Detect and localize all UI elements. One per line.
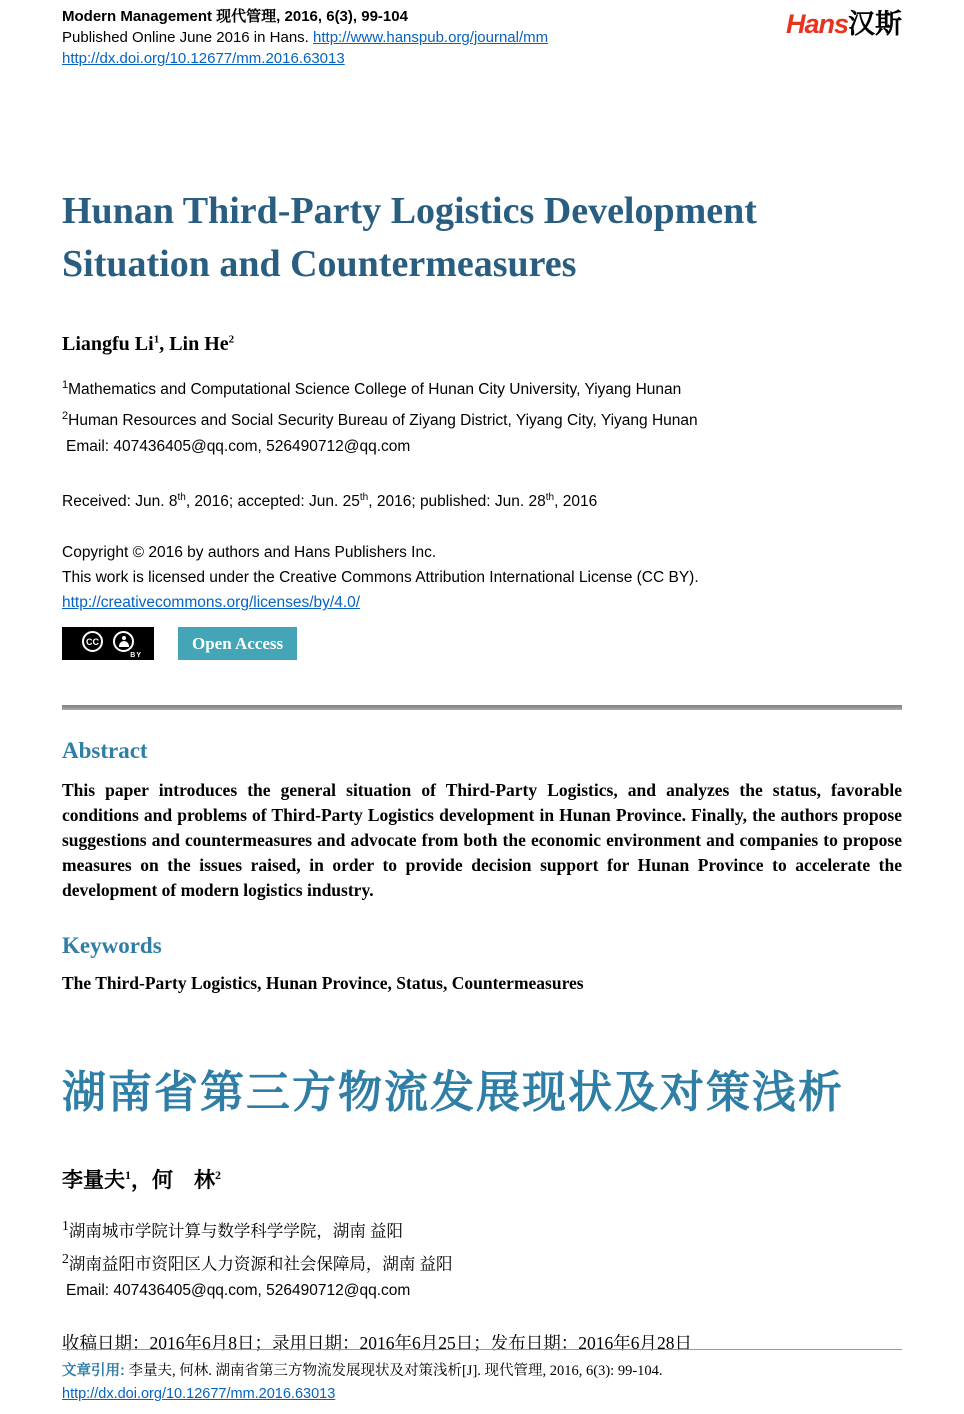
received-sup: th [545, 492, 555, 504]
citation-label: 文章引用: [62, 1363, 125, 1379]
copyright-line: Copyright © 2016 by authors and Hans Publishers Inc. [62, 544, 437, 562]
received-sup: th [359, 492, 369, 504]
cn-affiliation-1-text: 湖南城市学院计算与数学科学学院，湖南 益阳 [68, 1221, 403, 1241]
paper-title-line2: Situation and Countermeasures [62, 243, 577, 285]
section-divider [62, 705, 902, 710]
author-sup-1: 1 [153, 333, 160, 346]
dates-cn: 收稿日期：2016年6月8日；录用日期：2016年6月25日；发布日期：2016年6月28日 [62, 1333, 692, 1354]
abstract-heading: Abstract [62, 738, 148, 764]
published-line [62, 27, 902, 48]
footer-doi-link[interactable]: http://dx.doi.org/10.12677/mm.2016.63013 [62, 1386, 336, 1402]
journal-header [62, 0, 902, 69]
person-icon [113, 631, 134, 652]
affiliation-1-text: Mathematics and Computational Science College of Hunan City University, Yiyang Hunan [68, 381, 682, 399]
affiliation-1-sup: 1 [62, 379, 69, 391]
by-label: BY [130, 652, 142, 660]
hans-logo-cjk: 汉斯 [848, 9, 902, 39]
journal-link[interactable]: http://www.hanspub.org/journal/mm [313, 29, 549, 46]
paper-title-line1: Hunan Third-Party Logistics Development [62, 190, 757, 232]
affiliation-1 [62, 372, 902, 403]
license-link[interactable]: http://creativecommons.org/licenses/by/4.0/ [62, 594, 361, 612]
author-name-1: Liangfu Li [62, 333, 154, 355]
received-seg: , 2016; published: Jun. 28 [368, 493, 546, 511]
citation-line [62, 1360, 902, 1383]
license-line: This work is licensed under the Creative Commons Attribution International License (CC BY). [62, 569, 699, 587]
affiliation-2-text: Human Resources and Social Security Bureau of Ziyang District, Yiyang City, Yiyang Hunan [68, 412, 698, 430]
affiliation-2-sup: 2 [62, 410, 69, 423]
hans-logo [786, 2, 902, 41]
cn-affiliation-1 [62, 1212, 902, 1245]
received-seg: Received: Jun. 8 [62, 493, 178, 511]
cn-affiliation-2 [62, 1245, 902, 1278]
email-line-en: Email: 407436405@qq.com, 526490712@qq.com [66, 438, 411, 456]
cn-author-sup-1: 1 [125, 1168, 131, 1183]
copyright-block [62, 540, 902, 615]
received-seg: , 2016 [554, 493, 598, 511]
affiliations-en [62, 372, 902, 460]
abstract-body: This paper introduces the general situation of Third-Party Logistics, and analyzes the status, favorable conditions and problems of Third-Party Logistics development in Hunan Province. Finally, the authors propose suggestions and countermeasures and advocate from both the economic environment and companies to propose measures on the issues raised, in order to provide decision support for Hunan Province to accelerate the development of modern logistics industry. [62, 780, 902, 901]
license-link-line [62, 590, 902, 615]
paper-title [62, 185, 902, 291]
doi-line [62, 48, 902, 69]
cn-affiliation-2-sup: 2 [62, 1250, 69, 1266]
cc-icon: CC [82, 631, 103, 652]
authors-en [62, 333, 902, 356]
cn-affiliation-2-text: 湖南益阳市资阳区人力资源和社会保障局，湖南 益阳 [68, 1254, 453, 1274]
affiliations-cn [62, 1212, 902, 1304]
cn-author-sup-2: 2 [215, 1168, 221, 1183]
citation-text: 李量夫, 何林. 湖南省第三方物流发展现状及对策浅析[J]. 现代管理, 2016, 6(3): 99-104. [124, 1363, 663, 1379]
hans-logo-latin: Hans [785, 9, 848, 39]
received-seg: , 2016; accepted: Jun. 25 [185, 493, 360, 511]
footer-doi-line [62, 1383, 902, 1406]
footer-citation [62, 1349, 902, 1406]
email-line-cn: Email: 407436405@qq.com, 526490712@qq.com [66, 1282, 411, 1300]
open-access-badge[interactable]: Open Access [178, 627, 297, 660]
doi-link[interactable]: http://dx.doi.org/10.12677/mm.2016.63013 [62, 50, 345, 67]
cn-author-1: 李量夫 [62, 1168, 125, 1193]
license-badges [62, 627, 902, 661]
authors-cn [62, 1164, 902, 1194]
keywords-body: The Third-Party Logistics, Hunan Province, Status, Countermeasures [62, 973, 584, 994]
received-sup: th [177, 492, 186, 504]
cn-affiliation-1-sup: 1 [62, 1218, 69, 1234]
paper-title-cn: 湖南省第三方物流发展现状及对策浅析 [62, 1068, 844, 1118]
affiliation-2 [62, 403, 902, 434]
author-sup-2: 2 [228, 333, 235, 346]
keywords-heading: Keywords [62, 933, 162, 959]
journal-title-line: Modern Management 现代管理, 2016, 6(3), 99-104 [62, 8, 408, 25]
published-prefix: Published Online June 2016 in Hans. [62, 29, 314, 46]
cc-by-badge[interactable] [62, 627, 154, 660]
received-line [62, 486, 902, 514]
cn-author-2: ，何 林 [131, 1168, 215, 1193]
author-name-2: , Lin He [159, 333, 229, 355]
